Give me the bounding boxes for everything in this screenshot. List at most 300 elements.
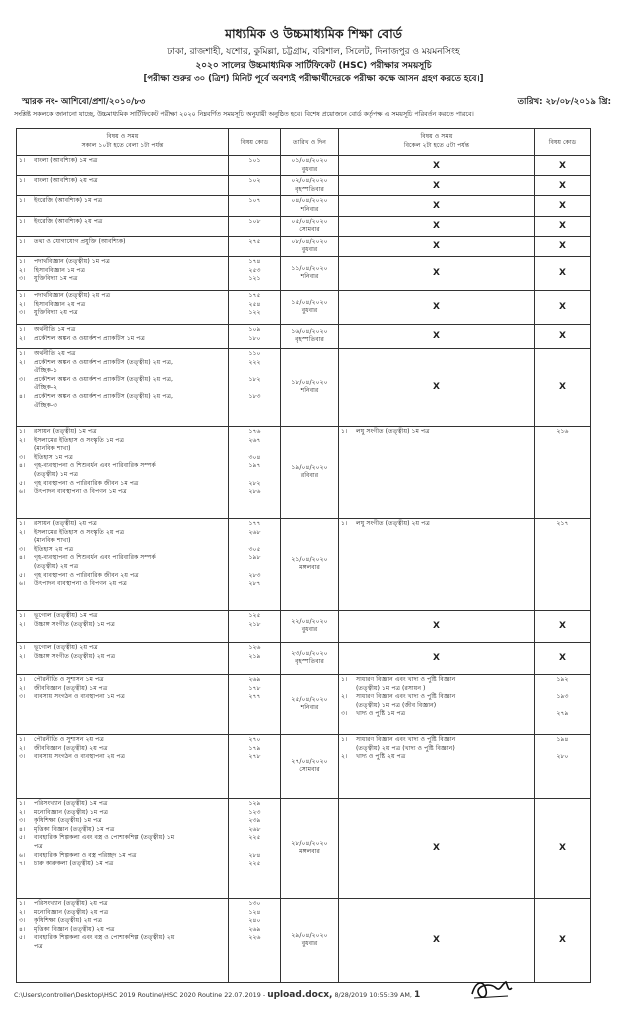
- code-value: ২৫৪: [248, 300, 261, 308]
- exam-date: [281, 798, 339, 898]
- table-row: [17, 348, 591, 426]
- serial-number: ৫।: [19, 571, 26, 579]
- file-footer: [14, 990, 420, 1000]
- subject-line: [19, 157, 226, 166]
- morning-codes: [229, 518, 281, 610]
- morning-subjects: [17, 256, 229, 290]
- morning-subjects: [17, 518, 229, 610]
- table-row: [17, 196, 591, 216]
- serial-number: ২।: [341, 693, 348, 701]
- morning-subjects: [17, 196, 229, 216]
- footer-stamp: 8/28/2019 10:55:39 AM,: [334, 991, 412, 999]
- subject-line: [19, 943, 226, 952]
- table-row: [17, 290, 591, 324]
- date-line: ২৭/০৪/২০২০: [291, 757, 328, 765]
- exam-date: [281, 610, 339, 642]
- subject-line: [19, 834, 226, 843]
- serial-number: ৩।: [19, 275, 26, 283]
- subject-name: যুক্তিবিদ্যা ১ম পত্র: [34, 275, 78, 283]
- exam-date: [281, 216, 339, 236]
- afternoon-code-none: X: [535, 216, 591, 236]
- serial-number: ১।: [19, 519, 26, 527]
- subject-name: ব্যবহারিক শিল্পকলা ও বস্ত্র পরিচ্ছদ ১ম পত্র: [34, 851, 137, 859]
- afternoon-code-none: X: [535, 898, 591, 982]
- code-value: ১২৯: [248, 799, 261, 807]
- afternoon-code-none: X: [535, 196, 591, 216]
- subject-name: সাধারণ বিজ্ঞান এবং খাদ্য ও পুষ্টি বিজ্ঞান: [356, 735, 456, 743]
- code-value: ১২৬: [248, 643, 261, 651]
- date-line: বুধবার: [301, 307, 318, 315]
- afternoon-none: X: [339, 610, 535, 642]
- code-value: ১১০: [248, 349, 261, 357]
- code-value: ২৮২: [248, 479, 261, 487]
- code-value: ১২১: [248, 275, 261, 283]
- code-value: ২৮৪: [248, 851, 261, 859]
- schedule-title: ২০২০ সালের উচ্চমাধ্যমিক সার্টিফিকেট (HSC) পরীক্ষার সময়সূচি: [195, 61, 432, 71]
- serial-number: ৪।: [19, 925, 26, 933]
- subject-name: ইসলামের ইতিহাস ও সংস্কৃতি ১ম পত্র: [34, 436, 125, 444]
- date-line: ২১/০৪/২০২০: [291, 555, 328, 563]
- morning-subjects: [17, 176, 229, 196]
- subject-name: সাধারণ বিজ্ঞান এবং খাদ্য ও পুষ্টি বিজ্ঞান: [356, 675, 456, 683]
- subject-line: [19, 653, 226, 662]
- morning-codes: [229, 898, 281, 982]
- morning-subjects: [17, 216, 229, 236]
- subject-line: [19, 480, 226, 489]
- subject-name: (তত্ত্বীয়) ২য় পত্র: [34, 562, 79, 570]
- code-value: ১২২: [248, 309, 261, 317]
- code-value: ২২৫: [248, 834, 261, 842]
- subject-line: [19, 350, 226, 359]
- morning-codes: [229, 290, 281, 324]
- serial-number: ১।: [341, 675, 348, 683]
- subject-line: [19, 685, 226, 694]
- subject-line: [19, 445, 226, 454]
- serial-number: ১।: [19, 197, 26, 205]
- serial-number: ২।: [19, 334, 26, 342]
- code-value: ১৭৫: [248, 291, 261, 299]
- morning-codes: [229, 196, 281, 216]
- date-line: ১৯/০৪/২০২০: [291, 463, 328, 471]
- serial-number: ১।: [19, 157, 26, 164]
- serial-number: ১।: [19, 257, 26, 265]
- subject-name: উৎপাদন ব্যবস্থাপনা ও বিপণন ১ম পত্র: [34, 488, 127, 496]
- exam-date: [281, 236, 339, 256]
- subject-name: কৃষিশিক্ষা (তত্ত্বীয়) ১ম পত্র: [34, 817, 102, 825]
- date-line: ১৫/০৪/২০২০: [291, 298, 328, 306]
- afternoon-none: X: [339, 324, 535, 348]
- code-value: ৩০৪: [248, 453, 261, 461]
- subject-line: [341, 736, 532, 745]
- subject-name: মনোবিজ্ঞান (তত্ত্বীয়) ১ম পত্র: [34, 808, 109, 816]
- subject-name: মৃত্তিকা বিজ্ঞান (তত্ত্বীয়) ২য় পত্র: [34, 925, 115, 933]
- exam-date: [281, 426, 339, 518]
- code-value: [231, 367, 278, 376]
- exam-date: [281, 642, 339, 674]
- serial-number: ৩।: [19, 545, 26, 553]
- date-line: ২৫/০৪/২০২০: [291, 695, 328, 703]
- subject-line: [19, 367, 226, 376]
- footer-page: 1: [413, 990, 421, 1000]
- afternoon-code-none: X: [535, 610, 591, 642]
- serial-number: ২।: [19, 652, 26, 660]
- exam-schedule-table: [16, 128, 591, 983]
- morning-codes: [229, 642, 281, 674]
- morning-codes: [229, 426, 281, 518]
- code-value: [537, 685, 588, 694]
- subject-name: ব্যবহারিক শিল্পকলা এবং বস্ত্র ও পোশাকশিল্প (তত্ত্বীয়) ১ম: [34, 834, 175, 842]
- subject-line: [19, 437, 226, 446]
- subject-line: [19, 335, 226, 344]
- subject-name: উৎপাদন ব্যবস্থাপনা ও বিপণন ২য় পত্র: [34, 580, 127, 588]
- subject-line: [19, 736, 226, 745]
- subject-name: পদার্থবিজ্ঞান (তত্ত্বীয়) ১ম পত্র: [34, 257, 110, 265]
- subject-line: [19, 428, 226, 437]
- serial-number: ৫।: [19, 479, 26, 487]
- subject-line: [19, 238, 226, 247]
- serial-number: ২।: [19, 358, 26, 366]
- subject-name: গৃহ-ব্যবস্থাপনা ও শিশুবর্ধন এবং পারিবারিক সম্পর্ক: [34, 462, 156, 470]
- serial-number: ১।: [19, 643, 26, 651]
- morning-subjects: [17, 610, 229, 642]
- afternoon-subjects: [339, 674, 535, 734]
- serial-number: ১।: [19, 325, 26, 333]
- subject-name: জীববিজ্ঞান (তত্ত্বীয়) ১ম পত্র: [34, 684, 108, 692]
- table-row: [17, 898, 591, 982]
- subject-name: ইংরেজি (আবশ্যিক) ২য় পত্র: [34, 217, 103, 225]
- morning-codes: [229, 674, 281, 734]
- table-row: [17, 734, 591, 798]
- serial-number: ৩।: [19, 817, 26, 825]
- serial-number: ১।: [341, 735, 348, 743]
- subject-line: [19, 488, 226, 497]
- subject-line: [19, 177, 226, 186]
- subject-line: [19, 520, 226, 529]
- code-value: ২২৬: [248, 934, 261, 942]
- code-value: [231, 843, 278, 852]
- subject-name: লঘু সংগীত (তত্ত্বীয়) ২য় পত্র: [356, 519, 430, 527]
- subject-line: [19, 644, 226, 653]
- table-row: [17, 642, 591, 674]
- subject-line: [19, 900, 226, 909]
- exam-date: [281, 674, 339, 734]
- exam-date: [281, 156, 339, 176]
- subject-line: [19, 326, 226, 335]
- serial-number: ৫।: [19, 834, 26, 842]
- subject-name: ব্যবসায় সংগঠন ও ব্যবস্থাপনা ১ম পত্র: [34, 693, 125, 701]
- intro-text: সংশ্লিষ্ট সকলকে জানানো যাচ্ছে, উচ্চমাধ্যমিক সার্টিফিকেট পরীক্ষা ২০২০ নিম্নবর্ণিত সময়সূচি অনুযায়ী অনুষ্ঠিত হবে। বিশেষ প্রয়োজনে বোর্ড কর্তৃপক্ষ এ সময়সূচি পরিবর্তন করতে পারবে।: [14, 110, 474, 118]
- header-afternoon: বিষয় ও সময় বিকেল ২টা হতে ৫টা পর্যন্ত: [339, 129, 535, 156]
- subject-name: ভূগোল (তত্ত্বীয়) ১ম পত্র: [34, 611, 98, 619]
- code-value: [231, 384, 278, 393]
- subject-line: [19, 612, 226, 621]
- subject-line: [19, 843, 226, 852]
- code-value: [231, 471, 278, 480]
- serial-number: ৪।: [19, 462, 26, 470]
- morning-subjects: [17, 426, 229, 518]
- code-value: ৩০৫: [248, 545, 261, 553]
- serial-number: ৫।: [19, 934, 26, 942]
- issue-date: তারিখ: ২৮/০৮/২০১৯ খ্রি:: [517, 97, 611, 107]
- code-value: ১৩০: [248, 899, 261, 907]
- serial-number: ৩।: [341, 710, 348, 718]
- date-line: ১১/০৪/২০২০: [291, 264, 328, 272]
- code-value: [231, 445, 278, 454]
- serial-number: ২।: [19, 266, 26, 274]
- subject-line: [19, 860, 226, 869]
- subject-name: উচ্চাঙ্গ সংগীত (তত্ত্বীয়) ২য় পত্র: [34, 652, 116, 660]
- serial-number: ১।: [19, 237, 26, 245]
- subject-name: বাংলা (আবশ্যিক) ২য় পত্র: [34, 177, 98, 185]
- morning-subjects: [17, 290, 229, 324]
- serial-number: ১।: [19, 611, 26, 619]
- serial-number: ৩।: [19, 917, 26, 925]
- serial-number: ৪।: [19, 554, 26, 562]
- serial-number: ১।: [341, 427, 348, 435]
- afternoon-code-none: X: [535, 348, 591, 426]
- code-value: ২২২: [248, 358, 261, 366]
- code-value: ১০১: [248, 157, 261, 164]
- afternoon-subjects: [339, 426, 535, 518]
- subject-line: [19, 454, 226, 463]
- code-value: ১৯৭: [248, 462, 261, 470]
- subject-name: গৃহ-ব্যবস্থাপনা ও শিশুবর্ধন এবং পারিবারিক সম্পর্ক: [34, 554, 156, 562]
- date-line: বৃহস্পতিবার: [295, 336, 324, 344]
- serial-number: ২।: [19, 300, 26, 308]
- subject-line: [341, 428, 532, 437]
- subject-name: (তত্ত্বীয়) ১ম পত্র: [34, 470, 79, 478]
- afternoon-code-none: X: [535, 642, 591, 674]
- code-value: ২১৯: [248, 652, 261, 660]
- date-line: শনিবার: [300, 205, 319, 213]
- header-code-afternoon: বিষয় কোড: [535, 129, 591, 156]
- subject-line: [19, 258, 226, 267]
- date-line: বৃহস্পতিবার: [295, 658, 324, 666]
- date-line: বুধবার: [301, 626, 318, 634]
- exam-date: [281, 324, 339, 348]
- table-header-row: [17, 129, 591, 156]
- subject-name: ঐচ্ছিক-৩: [34, 401, 58, 409]
- afternoon-subjects: [339, 734, 535, 798]
- exam-date: [281, 518, 339, 610]
- subject-name: পরিসংখ্যান (তত্ত্বীয়) ২য় পত্র: [34, 899, 108, 907]
- afternoon-code-none: X: [535, 256, 591, 290]
- morning-codes: [229, 324, 281, 348]
- table-row: [17, 426, 591, 518]
- subject-line: [19, 676, 226, 685]
- subject-line: [19, 292, 226, 301]
- subject-name: ঐচ্ছিক-২: [34, 384, 58, 392]
- exam-date: [281, 898, 339, 982]
- subject-name: ভূগোল (তত্ত্বীয়) ২য় পত্র: [34, 643, 98, 651]
- morning-subjects: [17, 324, 229, 348]
- date-line: মঙ্গলবার: [299, 564, 320, 572]
- subject-name: রসায়ন (তত্ত্বীয়) ২য় পত্র: [34, 519, 97, 527]
- subject-name: (মানবিক শাখা): [34, 445, 71, 453]
- subject-name: চারু কারুকলা (তত্ত্বীয়) ১ম পত্র: [34, 860, 114, 868]
- code-value: ১৭৪: [248, 257, 261, 265]
- subject-name: পত্র: [34, 842, 43, 850]
- table-body: [17, 156, 591, 983]
- subject-line: [19, 621, 226, 630]
- morning-codes: [229, 156, 281, 176]
- subject-line: [341, 745, 532, 754]
- afternoon-none: X: [339, 236, 535, 256]
- afternoon-none: X: [339, 176, 535, 196]
- serial-number: ৬।: [19, 580, 26, 588]
- subject-line: [19, 809, 226, 818]
- code-value: ২৮৬: [248, 488, 261, 496]
- subject-line: [19, 309, 226, 318]
- subject-name: ইতিহাস ১ম পত্র: [34, 453, 73, 461]
- code-value: ২৮৭: [248, 580, 261, 588]
- subject-name: অর্থনীতি ১ম পত্র: [34, 325, 76, 333]
- code-value: ২৬৯: [248, 925, 261, 933]
- subject-name: গৃহ ব্যবস্থাপনা ও পারিবারিক জীবন ২য় পত্র: [34, 571, 139, 579]
- serial-number: ৩।: [19, 693, 26, 701]
- code-value: ১৭৬: [248, 427, 261, 435]
- subject-name: ইসলামের ইতিহাস ও সংস্কৃতি ২য় পত্র: [34, 528, 125, 536]
- afternoon-code-none: X: [535, 236, 591, 256]
- serial-number: ২।: [19, 808, 26, 816]
- date-line: শনিবার: [300, 387, 319, 395]
- subject-line: [19, 393, 226, 402]
- morning-codes: [229, 176, 281, 196]
- subject-line: [19, 909, 226, 918]
- afternoon-codes: [535, 734, 591, 798]
- table-row: [17, 518, 591, 610]
- board-cities: ঢাকা, রাজশাহী, যশোর, কুমিল্লা, চট্টগ্রাম, বরিশাল, সিলেট, দিনাজপুর ও ময়মনসিংহ: [167, 47, 460, 57]
- subject-line: [19, 852, 226, 861]
- date-line: ০১/০৪/২০২০: [291, 157, 328, 164]
- serial-number: ১।: [19, 799, 26, 807]
- header-code: বিষয় কোড: [229, 129, 281, 156]
- code-value: ১৯৩: [556, 693, 569, 701]
- afternoon-none: X: [339, 348, 535, 426]
- serial-number: ৪।: [19, 392, 26, 400]
- subject-name: প্রকৌশল অঙ্কন ও ওয়ার্কশপ প্র্যাকটিস (তত্ত্বীয়) ২য় পত্র,: [34, 392, 173, 400]
- date-line: বুধবার: [301, 940, 318, 948]
- serial-number: ২।: [19, 620, 26, 628]
- date-line: রবিবার: [300, 472, 319, 480]
- afternoon-code-none: X: [535, 176, 591, 196]
- exam-date: [281, 256, 339, 290]
- code-value: ১০২: [248, 177, 261, 185]
- code-value: ২৭৫: [248, 237, 261, 245]
- code-value: ২৮৩: [248, 571, 261, 579]
- code-value: ২৫৩: [248, 266, 261, 274]
- morning-subjects: [17, 734, 229, 798]
- code-value: ২১৬: [556, 427, 569, 435]
- subject-name: ঐচ্ছিক-১: [34, 367, 58, 375]
- exam-notice: [পরীক্ষা শুরুর ৩০ (ত্রিশ) মিনিট পূর্বে অবশ্যই পরীক্ষার্থীদেরকে পরীক্ষা কক্ষে আসন গ্রহণ করতে হবে।]: [143, 74, 484, 84]
- subject-name: পরিসংখ্যান (তত্ত্বীয়) ১ম পত্র: [34, 799, 108, 807]
- date-line: ২৯/০৪/২০২০: [291, 931, 328, 939]
- subject-line: [19, 301, 226, 310]
- subject-line: [19, 275, 226, 284]
- subject-line: [19, 537, 226, 546]
- afternoon-none: X: [339, 216, 535, 236]
- table-row: [17, 216, 591, 236]
- subject-line: [19, 917, 226, 926]
- code-value: ১০৮: [248, 217, 261, 225]
- code-value: ২৭৯: [556, 710, 569, 718]
- afternoon-code-none: X: [535, 324, 591, 348]
- board-name: মাধ্যমিক ও উচ্চমাধ্যমিক শিক্ষা বোর্ড: [225, 26, 402, 41]
- date-line: বুধবার: [301, 246, 318, 254]
- subject-name: প্রকৌশল অঙ্কন ও ওয়ার্কশপ প্র্যাকটিস (তত্ত্বীয়) ২য় পত্র,: [34, 375, 173, 383]
- subject-line: [19, 693, 226, 702]
- subject-line: [19, 563, 226, 572]
- afternoon-codes: [535, 518, 591, 610]
- morning-codes: [229, 216, 281, 236]
- morning-subjects: [17, 898, 229, 982]
- morning-subjects: [17, 348, 229, 426]
- subject-line: [19, 572, 226, 581]
- code-value: ২৬৭: [248, 436, 261, 444]
- code-value: ১০৭: [248, 197, 261, 205]
- code-value: ২৩৯: [248, 817, 261, 825]
- afternoon-code-none: X: [535, 290, 591, 324]
- code-value: ১৮২: [248, 375, 261, 383]
- serial-number: ১।: [19, 899, 26, 907]
- exam-date: [281, 196, 339, 216]
- date-line: ২২/০৪/২০২০: [291, 617, 328, 625]
- subject-name: বাংলা (আবশ্যিক) ১ম পত্র: [34, 157, 98, 164]
- subject-line: [19, 817, 226, 826]
- morning-codes: [229, 256, 281, 290]
- subject-line: [19, 359, 226, 368]
- date-line: ০৪/০৪/২০২০: [291, 197, 328, 205]
- subject-name: ব্যবহারিক শিল্পকলা এবং বস্ত্র ও পোশাকশিল্প (তত্ত্বীয়) ২য়: [34, 934, 175, 942]
- subject-line: [19, 934, 226, 943]
- code-value: ১২৩: [248, 808, 261, 816]
- subject-name: রসায়ন (তত্ত্বীয়) ১ম পত্র: [34, 427, 97, 435]
- serial-number: ২।: [19, 528, 26, 536]
- serial-number: ৩।: [19, 453, 26, 461]
- morning-codes: [229, 236, 281, 256]
- code-value: [537, 745, 588, 754]
- code-value: ২২৫: [248, 860, 261, 868]
- table-row: [17, 674, 591, 734]
- date-line: ০৫/০৪/২০২০: [291, 217, 328, 225]
- subject-line: [19, 384, 226, 393]
- subject-line: [19, 745, 226, 754]
- subject-name: প্রকৌশল অঙ্কন ও ওয়ার্কশপ প্র্যাকটিস ১ম পত্র: [34, 334, 145, 342]
- subject-line: [19, 546, 226, 555]
- subject-line: [19, 462, 226, 471]
- subject-line: [341, 685, 532, 694]
- code-value: [231, 563, 278, 572]
- subject-name: পৌরনীতি ও সুশাসন ১ম পত্র: [34, 675, 104, 683]
- afternoon-none: X: [339, 798, 535, 898]
- subject-name: পত্র: [34, 942, 43, 950]
- exam-date: [281, 348, 339, 426]
- exam-date: [281, 734, 339, 798]
- morning-subjects: [17, 236, 229, 256]
- subject-name: যুক্তিবিদ্যা ২য় পত্র: [34, 309, 78, 317]
- date-line: ২৮/০৪/২০২০: [291, 839, 328, 847]
- serial-number: ১।: [19, 735, 26, 743]
- afternoon-none: X: [339, 642, 535, 674]
- serial-number: ২।: [19, 908, 26, 916]
- date-line: মঙ্গলবার: [299, 848, 320, 856]
- subject-name: (তত্ত্বীয়) ১ম পত্র (রসায়ন ): [356, 684, 426, 692]
- code-value: ১৮৩: [248, 392, 261, 400]
- subject-line: [341, 702, 532, 711]
- subject-name: (মানবিক শাখা): [34, 537, 71, 545]
- date-line: সোমবার: [299, 226, 320, 234]
